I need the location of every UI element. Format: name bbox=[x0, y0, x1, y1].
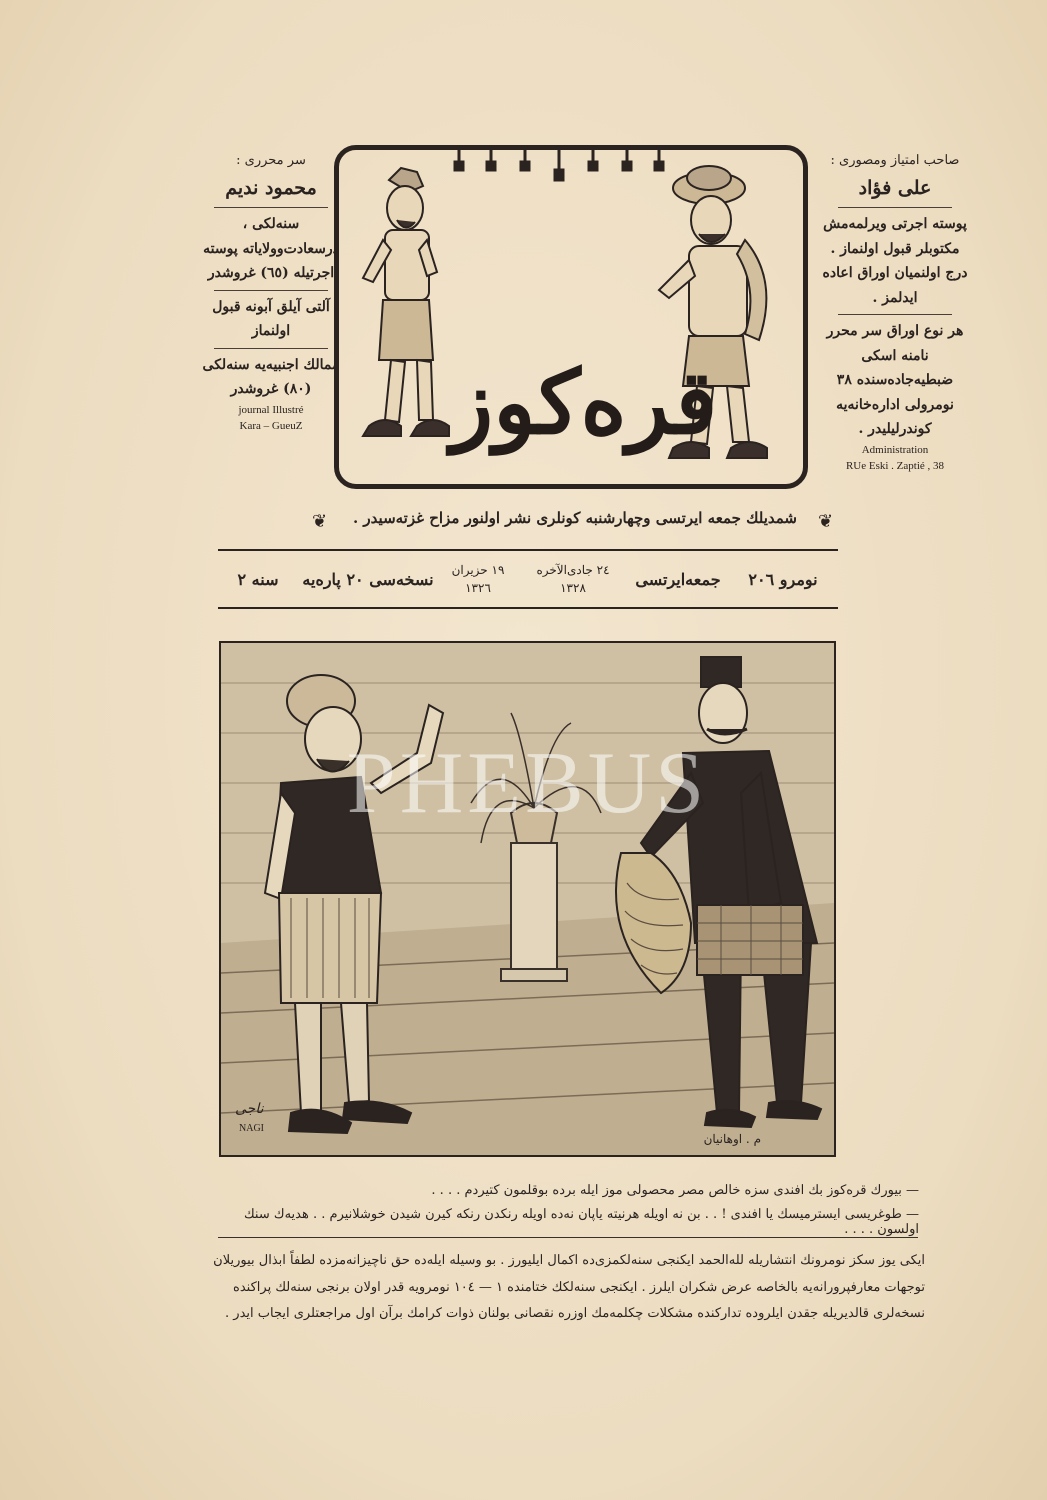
notice-line: نسخه‌لری قالدیریله جقدن ایلروده تدارکنده مشکلات چکلمه‌مك اوزره نقصانی بولنان ذوات کرامك برآن اول مراجعتلری ایجاب ایدر . bbox=[225, 1306, 925, 1322]
issue-info-bar bbox=[218, 549, 838, 609]
caption-line-2: — طوغریسی ایسترمیسك یا افندی ! . . بن نه اویله هرنیته یاپان نه‌ده اویله رنکدن رنکه کیرن شیدن خوشلانیرم . . هدیه‌ك سنك اولسون . . . . bbox=[243, 1207, 919, 1237]
owner-label: صاحب امتیاز ومصوری : bbox=[830, 153, 960, 168]
anniversary-notice bbox=[205, 1248, 925, 1328]
issue-number: نومرو ٢٠٦ bbox=[748, 569, 818, 589]
subscription-note: آلتی آیلق آبونه قبول اولنماز bbox=[212, 298, 330, 340]
notice-line: ایکی یوز سکز نومرونك انتشاریله لله‌الحمد ایکنجی سنه‌لکمزی‌ده اکمال ایلیورز . بو وسیله ایله‌ده حق ناچیزانه‌مزده لطفاً ابذال بیوریلان bbox=[213, 1253, 925, 1268]
divider bbox=[214, 207, 328, 208]
owner-name: علی فؤاد bbox=[858, 176, 932, 199]
ornament-icon: ❦ bbox=[312, 511, 328, 532]
subscription-domestic: سنه‌لكی ، درسعادت‌وولایاته پوسته اجرتیله (٦٥) غروشدر bbox=[203, 216, 339, 282]
cartoon-illustration bbox=[219, 641, 836, 1157]
divider bbox=[838, 314, 952, 315]
caption-line-1: — بیورك قره‌کوز بك افندی سزه خالص مصر محصولی موز ایله برده بوقلمون کتیردم . . . . bbox=[431, 1183, 919, 1198]
divider bbox=[214, 290, 328, 291]
watermark: PHEBUS bbox=[346, 735, 709, 832]
editor-label: سر محرری : bbox=[236, 153, 306, 168]
cartoon-drawing bbox=[221, 643, 834, 1155]
left-info-column bbox=[196, 150, 346, 435]
issue-day: جمعه‌ایرتسی bbox=[635, 569, 721, 589]
artist-signature: ناجی bbox=[235, 1102, 264, 1117]
divider bbox=[218, 1237, 918, 1238]
hijri-date-line2: ١٣٢٨ bbox=[560, 581, 586, 595]
tagline: شمدیلك جمعه ایرتسی وچهارشنبه کونلری نشر اولنور مزاح غزته‌سیدر . bbox=[352, 509, 798, 527]
masthead-frame bbox=[334, 145, 808, 489]
right-info-column bbox=[820, 150, 970, 475]
subscription-foreign: ممالك اجنبيه‌يه سنه‌لكی (٨٠) غروشدر bbox=[202, 356, 340, 398]
hijri-date-line1: ٢٤ جادی‌الآخره bbox=[536, 563, 610, 577]
postage-note: پوسته اجرتی ویرلمه‌مش مکتوبلر قبول اولنماز . درج اولنمیان اوراق اعاده ایدلمز . bbox=[822, 216, 968, 306]
latin-title-line1: journal Illustré bbox=[238, 403, 304, 416]
administration-label: Administration bbox=[861, 443, 929, 456]
ornament-icon: ❦ bbox=[818, 511, 834, 532]
rumi-date bbox=[438, 551, 518, 607]
editor-name: محمود نديم bbox=[225, 176, 317, 199]
rumi-date-line1: ١٩ حزیران bbox=[451, 563, 505, 577]
issue-year: سنه ٢ bbox=[237, 569, 279, 589]
address-note: هر نوع اوراق سر محرر نامنه اسکی ضبطیه‌جاده‌سنده ٣٨ نومرولی اداره‌خانه‌یه کوندرلیلیدر . bbox=[826, 323, 964, 438]
administration-address: RUe Eski . Zaptié , 38 bbox=[845, 460, 945, 473]
rumi-date-line2: ١٣٢٦ bbox=[465, 581, 491, 595]
artist-signature-latin: NAGI bbox=[239, 1123, 264, 1134]
divider bbox=[838, 207, 952, 208]
masthead-title: قره‌کوز bbox=[450, 350, 718, 454]
engraver-signature: م . اوهانیان bbox=[703, 1132, 761, 1146]
issue-price: نسخه‌سی ٢٠ پاره‌یه bbox=[302, 569, 434, 589]
divider bbox=[214, 348, 328, 349]
latin-title-line2: Kara – GueuZ bbox=[239, 420, 303, 433]
notice-line: توجهات معارفپرورانه‌یه بالخاصه عرض شکران ایلرز . ایکنجی سنه‌لکك ختامنده ١ — ١٠٤ نومرویه قدر اولان برنجی سنه‌لك پراکنده bbox=[233, 1279, 925, 1295]
hijri-date bbox=[518, 551, 628, 607]
